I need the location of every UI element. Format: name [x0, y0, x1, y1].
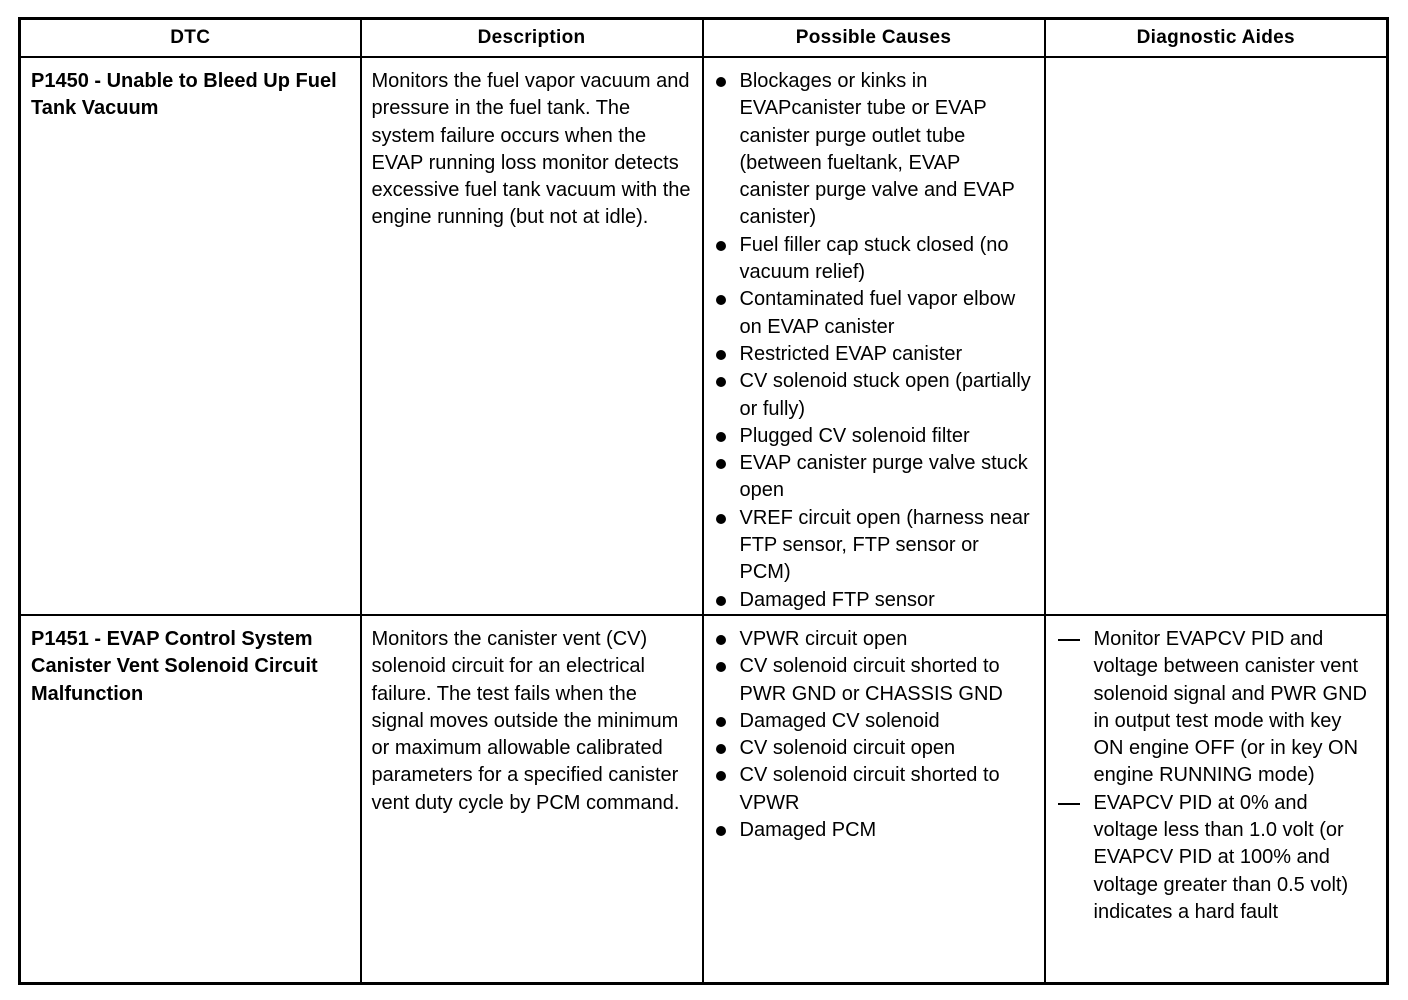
cause-item: VREF circuit open (harness near FTP sensor, FTP sensor or PCM)	[714, 505, 1034, 587]
cause-item: Blockages or kinks in EVAPcanister tube or EVAP canister purge outlet tube (between fueltank, EVAP canister purge valve and EVAP canister)	[714, 68, 1034, 232]
cause-item: CV solenoid circuit shorted to VPWR	[714, 762, 1034, 817]
header-diagnostic-aides: Diagnostic Aides	[1045, 19, 1388, 58]
dtc-table	[18, 17, 1389, 985]
causes-list	[714, 68, 1034, 614]
cause-item: VPWR circuit open	[714, 626, 1034, 653]
diagnostic-aide-item: Monitor EVAPCV PID and voltage between canister vent solenoid signal and PWR GND in output test mode with key ON engine OFF (or in key ON engine RUNNING mode)	[1056, 626, 1377, 790]
dtc-code-cell: P1450 - Unable to Bleed Up Fuel Tank Vacuum	[20, 57, 361, 615]
cause-item: CV solenoid stuck open (partially or fully)	[714, 368, 1034, 423]
cause-item: Contaminated fuel vapor elbow on EVAP canister	[714, 286, 1034, 341]
possible-causes-cell	[703, 615, 1045, 984]
cause-item: CV solenoid circuit shorted to PWR GND or CHASSIS GND	[714, 653, 1034, 708]
description-cell: Monitors the canister vent (CV) solenoid circuit for an electrical failure. The test fails when the signal moves outside the minimum or maximum allowable calibrated parameters for a specified canister vent duty cycle by PCM command.	[361, 615, 703, 984]
description-cell: Monitors the fuel vapor vacuum and pressure in the fuel tank. The system failure occurs when the EVAP running loss monitor detects excessive fuel tank vacuum with the engine running (but not at idle).	[361, 57, 703, 615]
cause-item: CV solenoid circuit open	[714, 735, 1034, 762]
causes-list	[714, 626, 1034, 844]
possible-causes-cell	[703, 57, 1045, 615]
cause-item: Restricted EVAP canister	[714, 341, 1034, 368]
cause-item: Plugged CV solenoid filter	[714, 423, 1034, 450]
header-description: Description	[361, 19, 703, 58]
cause-item: EVAP canister purge valve stuck open	[714, 450, 1034, 505]
table-row	[20, 615, 1388, 984]
cause-item: Damaged PCM	[714, 817, 1034, 844]
header-row	[20, 19, 1388, 58]
dtc-code-cell: P1451 - EVAP Control System Canister Vent Solenoid Circuit Malfunction	[20, 615, 361, 984]
header-possible-causes: Possible Causes	[703, 19, 1045, 58]
cause-item: Damaged CV solenoid	[714, 708, 1034, 735]
cause-item: Damaged FTP sensor	[714, 587, 1034, 614]
diagnostic-aide-item: EVAPCV PID at 0% and voltage less than 1.0 volt (or EVAPCV PID at 100% and voltage greater than 0.5 volt) indicates a hard fault	[1056, 790, 1377, 926]
header-dtc: DTC	[20, 19, 361, 58]
diagnostic-aides-cell	[1045, 57, 1388, 615]
cause-item: Fuel filler cap stuck closed (no vacuum relief)	[714, 232, 1034, 287]
aides-list	[1056, 626, 1377, 926]
diagnostic-aides-cell	[1045, 615, 1388, 984]
table-row	[20, 57, 1388, 615]
